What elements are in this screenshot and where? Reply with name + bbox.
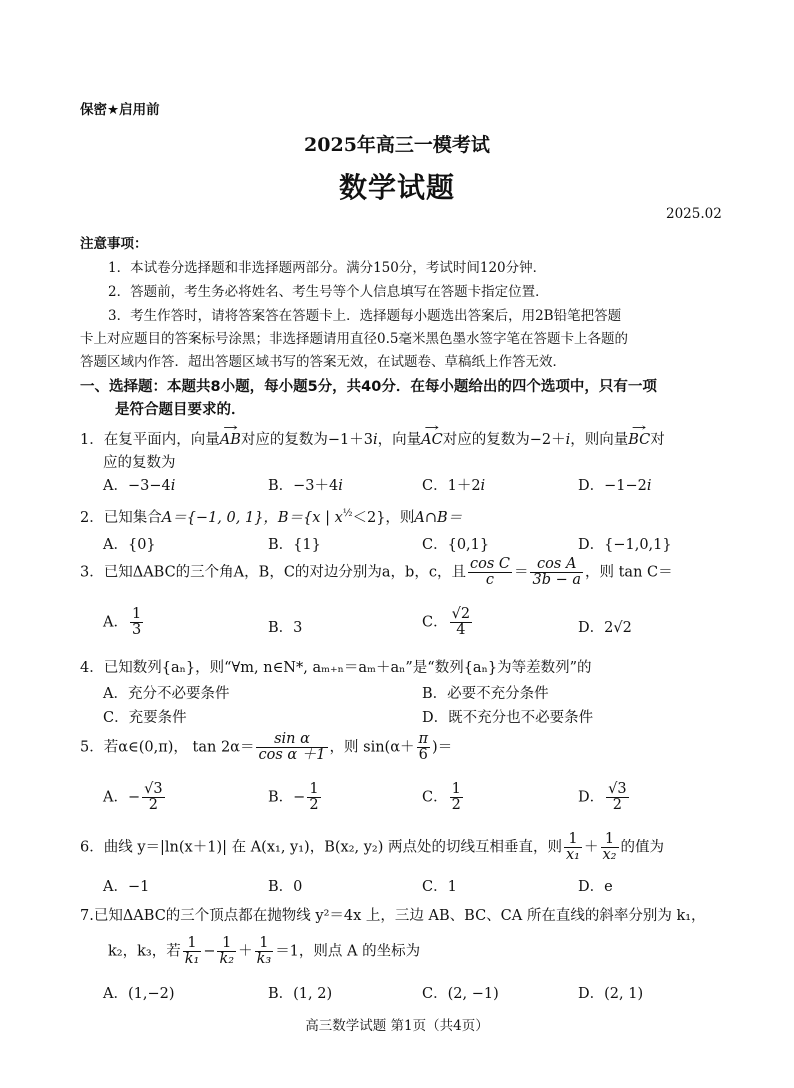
question-1-option-b: B．−3＋4i	[268, 478, 343, 494]
question-7-option-c: C．(2, −1)	[422, 986, 499, 1002]
question-4-option-a: A．充分不必要条件	[103, 686, 230, 702]
question-5-stem: 5．若α∈(0,π)， tan 2α＝ $\frac{\text{sin α}}{\text{cos α ＋1}}$ ，则 sin(α＋ $\frac{\pi}{6}$ )＝	[80, 731, 453, 764]
question-2-option-b: B．{1}	[268, 537, 321, 553]
question-1-option-a: A．−3−4i	[103, 478, 176, 494]
question-3-option-d: D．2√2	[578, 620, 632, 636]
question-6-stem: 6．曲线 y＝|ln(x＋1)| 在 A(x₁, y₁)，B(x₂, y₂) 两点处的切线互相垂直，则 $\frac{1}{\text{x₁}}$ ＋ $\frac{1}{\text{x₂}}$ 的值为	[80, 831, 664, 864]
question-4-option-b: B．必要不充分条件	[422, 686, 549, 702]
question-5-option-a: A．− $\frac{√3}{2}$	[103, 781, 163, 814]
question-6-option-b: B．0	[268, 879, 303, 895]
question-7-option-b: B．(1, 2)	[268, 986, 333, 1002]
section-1-heading: 一、选择题：本题共8小题，每小题5分，共40分．在每小题给出的四个选项中，只有一项	[80, 379, 657, 395]
question-1-stem: 1．在复平面内，向量→ AB对应的复数为−1＋3i，向量→ AC对应的复数为−2＋i，则向量→ BC对	[80, 428, 665, 449]
question-3-option-b: B．3	[268, 620, 303, 636]
confidential-label: 保密★启用前	[80, 102, 160, 118]
question-5-option-d: D． $\frac{√3}{2}$	[578, 781, 627, 814]
exam-date: 2025.02	[666, 206, 722, 222]
question-7-stem-line-2: k₂，k₃，若 $\frac{1}{\text{k₁}}$ − $\frac{1}{\text{k₂}}$ ＋ $\frac{1}{\text{k₃}}$ ＝1，则点 A 的坐标为	[108, 935, 421, 968]
question-1-option-c: C．1＋2i	[422, 478, 486, 494]
vector-bc: → BC	[628, 432, 650, 448]
question-6-option-a: A．−1	[103, 879, 150, 895]
section-1-heading-line-2: 是符合题目要求的．	[115, 402, 246, 418]
subject-title: 数学试题	[338, 171, 455, 204]
notice-item-3-line-1: 3．考生作答时，请将答案答在答题卡上．选择题每小题选出答案后，用2B铅笔把答题	[108, 308, 622, 324]
question-3-option-a: A． $\frac{1}{3}$	[103, 606, 142, 639]
exam-title: 2025年高三一模考试	[304, 134, 490, 156]
question-4-option-d: D．既不充分也不必要条件	[422, 710, 594, 726]
notice-item-1: 1．本试卷分选择题和非选择题两部分。满分150分，考试时间120分钟．	[108, 260, 547, 276]
question-6-option-c: C．1	[422, 879, 457, 895]
notice-item-3-line-3: 答题区域内作答．超出答题区域书写的答案无效，在试题卷、草稿纸上作答无效．	[80, 354, 566, 370]
vector-ac: → AC	[421, 432, 443, 448]
question-2-stem: 2．已知集合A＝{−1, 0, 1}，B＝{x | $x^{\frac{1}{2}}<2$}，则A∩B＝	[80, 508, 463, 526]
vector-ab: → AB	[220, 432, 241, 448]
question-4-option-c: C．充要条件	[103, 710, 187, 726]
page-footer: 高三数学试题 第1页（共4页）	[305, 1018, 489, 1034]
question-4-stem: 4．已知数列{aₙ}，则“∀m, n∈N*, aₘ₊ₙ＝aₘ＋aₙ”是“数列{aₙ}为等差数列”的	[80, 660, 592, 676]
question-5-option-c: C． $\frac{1}{2}$	[422, 781, 461, 814]
question-3-option-c: C． $\frac{√2}{4}$	[422, 606, 471, 639]
question-7-option-d: D．(2, 1)	[578, 986, 644, 1002]
notice-item-2: 2．答题前，考生务必将姓名、考生号等个人信息填写在答题卡指定位置．	[108, 284, 549, 300]
question-1-stem-line-2: 应的复数为	[103, 455, 176, 471]
question-2-option-a: A．{0}	[103, 537, 156, 553]
question-2-option-d: D．{−1,0,1}	[578, 537, 672, 553]
notice-item-3-line-2: 卡上对应题目的答案标号涂黑；非选择题请用直径0.5毫米黑色墨水签字笔在答题卡上各题的	[80, 331, 628, 347]
question-1-option-d: D．−1−2i	[578, 478, 652, 494]
question-6-option-d: D．e	[578, 879, 613, 895]
notice-heading: 注意事项：	[80, 236, 148, 252]
question-7-stem: 7.已知ΔABC的三个顶点都在抛物线 y²＝4x 上，三边 AB、BC、CA 所在直线的斜率分别为 k₁，	[80, 908, 706, 924]
question-7-option-a: A．(1,−2)	[103, 986, 175, 1002]
question-2-option-c: C．{0,1}	[422, 537, 490, 553]
question-3-stem: 3．已知ΔABC的三个角A，B，C的对边分别为a，b，c，且 $\frac{\text{cos C}}{c}$ ＝ $\frac{\text{cos A}}{3b - a}$ ，则 tan C＝	[80, 556, 673, 589]
question-5-option-b: B．− $\frac{1}{2}$	[268, 781, 319, 814]
